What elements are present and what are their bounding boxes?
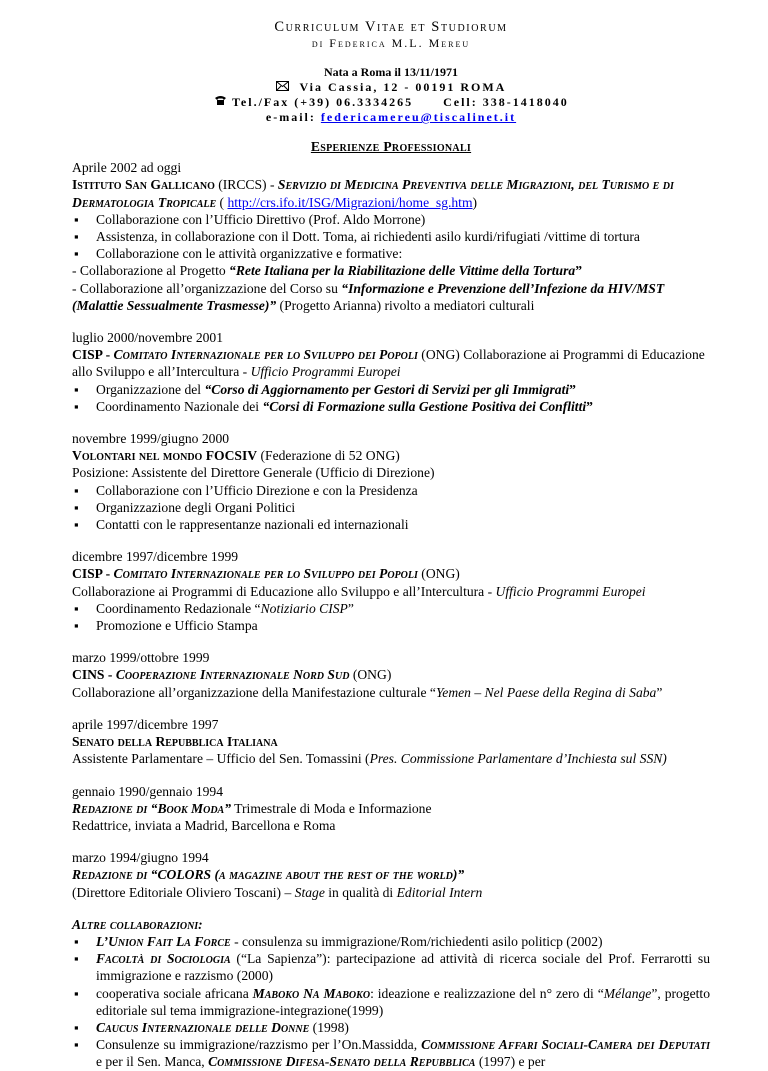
exp1-org-name: Istituto San Gallicano (72, 177, 215, 193)
cv-title: Curriculum Vitae et Studiorum (274, 19, 508, 35)
exp8-line-italic1: Stage (294, 884, 325, 900)
exp1-line2 (72, 280, 710, 314)
exp3-date: novembre 1999/giugno 2000 (72, 431, 230, 447)
exp5-org (72, 666, 710, 683)
exp2-b1-pre: Organizzazione del (96, 381, 205, 397)
envelope-icon (276, 80, 290, 95)
exp7-line: Redattrice, inviata a Madrid, Barcellona e Roma (72, 817, 336, 833)
exp3-org-note: (Federazione di 52 ONG) (257, 448, 400, 464)
exp6-date: aprile 1997/dicembre 1997 (72, 716, 219, 732)
exp3-org (72, 447, 710, 464)
address-text: Via Cassia, 12 - 00191 ROMA (299, 80, 507, 94)
experience-7 (72, 783, 710, 835)
experience-6 (72, 716, 710, 768)
exp4-line (72, 583, 710, 600)
email-link[interactable]: federicamereu@tiscalinet.it (320, 110, 517, 124)
list-item (72, 933, 710, 950)
exp6-line-italic: Pres. Commissione Parlamentare d’Inchiesta sul SSN) (369, 751, 667, 767)
exp8-org-sc: Redazione di (72, 867, 151, 883)
exp1-line2-post: (Progetto Arianna) rivolto a mediatori culturali (276, 297, 535, 313)
list-item: ▪ Contatti con le rappresentanze nazionali ed internazionali (72, 516, 710, 533)
exp8-line (72, 884, 710, 901)
exp2-date: luglio 2000/novembre 2001 (72, 330, 224, 346)
experience-2 (72, 329, 710, 415)
list-item: ▪ Assistenza, in collaborazione con il Dott. Toma, ai richiedenti asilo kurdi/rifugiati /vittime di tortura (72, 228, 710, 245)
address-line (72, 80, 710, 95)
exp2-office: Ufficio Programmi Europei (250, 364, 401, 380)
cv-header (72, 18, 710, 125)
experience-1 (72, 159, 710, 314)
list-item: ▪ Promozione e Ufficio Stampa (72, 617, 710, 634)
exp4-org (72, 565, 710, 582)
exp4-b1-pre: Coordinamento Redazionale “ (96, 600, 261, 616)
email-label: e-mail: (265, 110, 316, 124)
exp6-line (72, 750, 710, 767)
list-item (72, 1019, 710, 1036)
exp1-org (72, 176, 710, 210)
exp1-line1-end: ” (575, 263, 582, 279)
exp1-url-open: ( (216, 194, 228, 210)
list-item (72, 398, 710, 415)
exp5-date: marzo 1999/ottobre 1999 (72, 650, 210, 666)
exp1-line2-pre: - Collaborazione all’organizzazione del Corso su (72, 280, 342, 296)
exp4-office: Ufficio Programmi Europei (495, 583, 646, 599)
exp2-org-desc: Comitato Internazionale per lo Sviluppo dei Popoli (113, 347, 418, 363)
exp1-org-note: (IRCCS) - (214, 177, 278, 193)
exp4-bullets (72, 600, 710, 634)
collab1-name: L’Union Fait La Force (96, 933, 231, 949)
exp6-org: Senato della Repubblica Italiana (72, 734, 278, 750)
collab5-mid: e per il Sen. Manca, (96, 1054, 209, 1070)
exp8-line-italic2: Editorial Intern (396, 884, 483, 900)
collab3-pre: cooperativa sociale africana (96, 985, 253, 1001)
list-item (72, 600, 710, 617)
list-item (72, 381, 710, 398)
exp2-b2-bold: “Corsi di Formazione sulla Gestione Positiva dei Conflitti (262, 398, 587, 414)
cell-text: Cell: 338-1418040 (443, 95, 569, 109)
exp2-org-name: CISP - (72, 347, 114, 363)
exp4-org-note: (ONG) (417, 566, 460, 582)
exp7-org-name: Redazione di “Book Moda” (72, 800, 232, 816)
collab5-post: (1997) e per (475, 1054, 546, 1070)
exp1-line1-bold: “Rete Italiana per la Riabilitazione delle Vittime della Tortura (229, 263, 576, 279)
exp1-date: Aprile 2002 ad oggi (72, 160, 182, 176)
exp2-b2-end: ” (586, 398, 593, 414)
exp5-line-end: ” (656, 684, 663, 700)
cv-page (72, 18, 710, 1071)
collab1-text: - consulenza su immigrazione/Rom/richiedenti asilo politicp (2002) (230, 933, 603, 949)
list-item: ▪ Organizzazione degli Organi Politici (72, 499, 710, 516)
exp3-position: Posizione: Assistente del Direttore Generale (Ufficio di Direzione) (72, 465, 435, 481)
email-line (72, 110, 710, 125)
exp3-org-sc: Volontari nel mondo (72, 448, 203, 464)
exp5-org-name: CINS - (72, 667, 116, 683)
list-item (72, 1036, 710, 1070)
phone-icon (213, 95, 227, 110)
phone-line (72, 95, 710, 110)
list-item (72, 985, 710, 1019)
exp1-org-desc: Servizio di Medicina Preventiva delle Migrazioni, del Turismo e di Dermatologia Tropicale (72, 177, 674, 210)
exp5-line (72, 684, 710, 701)
exp8-org-name: “COLORS (a magazine about the rest of the world)” (150, 867, 465, 883)
exp2-b1-end: ” (569, 381, 576, 397)
exp5-org-desc: Cooperazione Internazionale Nord Sud (115, 667, 350, 683)
birth-info: Nata a Roma il 13/11/1971 (324, 65, 458, 79)
collab3-name: Maboko Na Maboko (252, 985, 371, 1001)
list-item: ▪ Collaborazione con l’Ufficio Direttivo (Prof. Aldo Morrone) (72, 211, 710, 228)
experience-5 (72, 649, 710, 701)
exp3-org-name: FOCSIV (202, 448, 258, 464)
exp1-url-close: ) (472, 194, 478, 210)
exp2-b2-pre: Coordinamento Nazionale dei (96, 398, 263, 414)
collab3-italic: Mélange (603, 985, 652, 1001)
collab5-name1: Commissione Affari Sociali-Camera dei Deputati (421, 1037, 710, 1053)
exp5-line-pre: Collaborazione all’organizzazione della Manifestazione culturale “ (72, 684, 436, 700)
exp2-b1-bold: “Corso di Aggiornamento per Gestori di Servizi per gli Immigrati (204, 381, 570, 397)
collab4-text: (1998) (309, 1019, 349, 1035)
exp7-date: gennaio 1990/gennaio 1994 (72, 783, 224, 799)
exp6-line-pre: Assistente Parlamentare – Ufficio del Sen. Tomassini ( (72, 751, 370, 767)
exp8-line-mid: in qualità di (324, 884, 397, 900)
section-title: Esperienze Professionali (310, 139, 472, 154)
exp5-line-italic: Yemen – Nel Paese della Regina di Saba (435, 684, 657, 700)
list-item (72, 950, 710, 984)
collab4-name: Caucus Internazionale delle Donne (96, 1019, 310, 1035)
exp7-org-post: Trimestrale di Moda e Informazione (231, 800, 432, 816)
exp1-line1-pre: - Collaborazione al Progetto (72, 263, 230, 279)
exp2-org-rest: (ONG) Collaborazione ai Programmi di Educazione allo Sviluppo e all’Intercultura - (72, 347, 705, 380)
list-item: ▪ Collaborazione con le attività organizzative e formative: (72, 245, 710, 262)
cv-subtitle: di Federica M.L. Mereu (311, 36, 471, 50)
experience-4 (72, 548, 710, 634)
collab5-pre: Consulenze su immigrazione/razzismo per l’On.Massidda, (96, 1037, 422, 1053)
exp4-b1-italic: Notiziario CISP (260, 600, 348, 616)
exp4-b1-end: ” (347, 600, 354, 616)
phone-text: Tel./Fax (+39) 06.3334265 (232, 95, 414, 109)
collab2-name: Facoltà di Sociologia (96, 951, 231, 967)
exp4-line-pre: Collaborazione ai Programmi di Educazione allo Sviluppo e all’Intercultura - (72, 583, 496, 599)
experience-3 (72, 430, 710, 533)
exp1-bullets (72, 211, 710, 263)
exp1-url-link[interactable]: http://crs.ifo.it/ISG/Migrazioni/home_sg.htm (227, 194, 473, 210)
collab3-post: ”, progetto editoriale sul tema immigrazione-integrazione(1999) (96, 985, 710, 1018)
collab2-text: (“La Sapienza”): partecipazione ad attività di ricerca sociale del Prof. Ferrarotti su immigrazione e razzismo (2000) (96, 951, 710, 984)
list-item: ▪ Collaborazione con l’Ufficio Direzione e con la Presidenza (72, 482, 710, 499)
exp8-org (72, 866, 710, 883)
exp8-date: marzo 1994/giugno 1994 (72, 850, 209, 866)
exp4-org-desc: Comitato Internazionale per lo Sviluppo dei Popoli (113, 566, 418, 582)
collab3-mid: : ideazione e realizzazione del n° zero di “ (370, 985, 604, 1001)
exp4-org-name: CISP - (72, 566, 114, 582)
collab5-name2: Commissione Difesa-Senato della Repubblica (208, 1054, 476, 1070)
exp1-line1 (72, 262, 710, 279)
exp7-org (72, 800, 710, 817)
exp8-line-pre: (Direttore Editoriale Oliviero Toscani) – (72, 884, 295, 900)
other-collaborations (72, 916, 710, 1071)
other-collab-bullets (72, 933, 710, 1071)
exp1-line2-bold: “Informazione e Prevenzione dell’Infezione da HIV/MST (Malattie Sessualmente Trasmesse)” (72, 280, 665, 313)
exp3-bullets (72, 482, 710, 534)
exp2-bullets (72, 381, 710, 415)
experience-8 (72, 849, 710, 901)
exp2-org (72, 346, 710, 380)
exp4-date: dicembre 1997/dicembre 1999 (72, 549, 239, 565)
exp5-org-note: (ONG) (349, 667, 392, 683)
other-collab-title: Altre collaborazioni: (72, 916, 203, 932)
